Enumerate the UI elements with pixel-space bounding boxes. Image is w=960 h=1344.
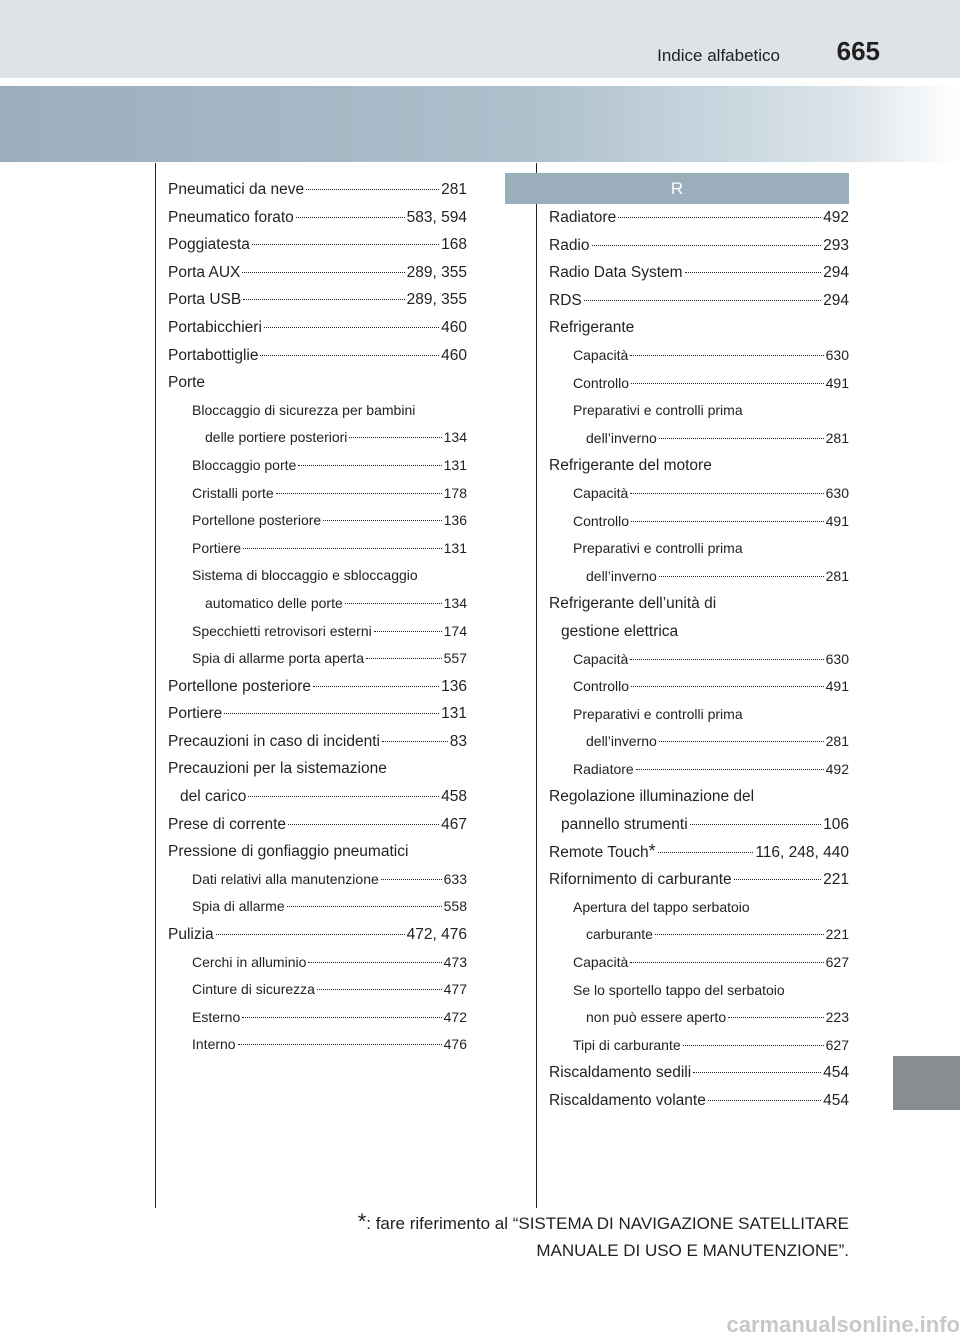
footnote-star: * xyxy=(357,1209,367,1234)
index-entry xyxy=(168,397,467,425)
entry-text: Bloccaggio porte xyxy=(192,456,297,473)
entry-text: Interno xyxy=(192,1036,236,1053)
entry-page: 460 xyxy=(441,318,467,336)
dot-leader xyxy=(618,217,821,218)
dot-leader xyxy=(636,769,824,770)
dot-leader xyxy=(659,576,824,577)
entry-text: gestione elettrica xyxy=(561,622,679,640)
index-entry xyxy=(168,507,467,535)
index-entry xyxy=(549,590,849,618)
index-entry xyxy=(549,204,849,232)
entry-text: dell’inverno xyxy=(586,429,657,446)
dot-leader xyxy=(323,520,441,521)
index-entry xyxy=(549,259,849,287)
entry-text: Portabicchieri xyxy=(168,318,262,336)
entry-text: Refrigerante dell’unità di xyxy=(549,595,717,613)
entry-page: 627 xyxy=(825,1036,849,1053)
entry-text: Regolazione illuminazione del xyxy=(549,788,755,806)
index-entry xyxy=(549,232,849,260)
entry-text: Riscaldamento sedili xyxy=(549,1064,692,1082)
dot-leader xyxy=(659,741,824,742)
left-column-rule xyxy=(155,163,156,1208)
footnote-line-2: MANUALE DI USO E MANUTENZIONE”. xyxy=(536,1241,849,1260)
index-entry xyxy=(549,287,849,315)
entry-page: 131 xyxy=(441,705,467,723)
index-entry xyxy=(168,590,467,618)
index-entry xyxy=(168,618,467,646)
entry-text: Cinture di sicurezza xyxy=(192,981,315,998)
entry-text: Riscaldamento volante xyxy=(549,1092,706,1109)
index-entry xyxy=(168,921,467,949)
entry-text: Pneumatico forato xyxy=(168,208,294,226)
dot-leader xyxy=(631,521,824,522)
dot-leader xyxy=(685,272,822,273)
entry-page: 473 xyxy=(443,953,467,970)
dot-leader xyxy=(658,852,754,853)
index-entry xyxy=(549,673,849,701)
index-entry xyxy=(549,508,849,536)
entry-page: 168 xyxy=(441,236,467,254)
entry-text: carburante xyxy=(586,926,653,943)
dot-leader xyxy=(242,272,404,273)
entry-text: Pulizia xyxy=(168,926,214,944)
entry-text: Porta AUX xyxy=(168,263,241,281)
entry-page: 281 xyxy=(441,181,467,198)
dot-leader xyxy=(248,796,439,797)
page-header-bar xyxy=(0,0,960,78)
entry-page: 106 xyxy=(823,816,849,834)
index-entry xyxy=(549,452,849,480)
entry-text: Cristalli porte xyxy=(192,484,274,501)
dot-leader xyxy=(224,713,439,714)
right-index-column xyxy=(549,204,849,1115)
index-entry xyxy=(549,646,849,674)
dot-leader xyxy=(298,465,441,466)
entry-page: 221 xyxy=(823,871,849,889)
index-entry xyxy=(549,894,849,922)
entry-text: Controllo xyxy=(573,678,630,695)
index-entry xyxy=(168,452,467,480)
entry-text: Preparativi e controlli prima xyxy=(573,402,743,419)
index-entry xyxy=(549,370,849,398)
dot-leader xyxy=(238,1044,442,1045)
index-entry xyxy=(549,1032,849,1060)
entry-page: 583, 594 xyxy=(406,208,467,226)
entry-page: 472 xyxy=(443,1008,467,1025)
index-entry xyxy=(549,397,849,425)
entry-text: Spia di allarme porta aperta xyxy=(192,650,364,667)
dot-leader xyxy=(655,934,824,935)
entry-text: Pressione di gonfiaggio pneumatici xyxy=(168,843,409,861)
dot-leader xyxy=(276,493,442,494)
index-entry xyxy=(549,535,849,563)
chapter-tab xyxy=(893,1056,960,1110)
dot-leader xyxy=(631,686,824,687)
entry-page: 293 xyxy=(823,236,849,254)
entry-page: 492 xyxy=(825,760,849,777)
dot-leader xyxy=(374,631,442,632)
index-entry xyxy=(168,645,467,673)
index-entry xyxy=(549,342,849,370)
index-entry xyxy=(168,811,467,839)
index-entry xyxy=(168,1031,467,1059)
entry-text: Porte xyxy=(168,374,206,392)
entry-page: 467 xyxy=(441,815,467,833)
entry-text: Refrigerante del motore xyxy=(549,457,712,475)
entry-page: 460 xyxy=(441,346,467,364)
index-entry xyxy=(168,949,467,977)
entry-text: Cerchi in alluminio xyxy=(192,953,307,970)
dot-leader xyxy=(683,1045,824,1046)
entry-text: Se lo sportello tappo del serbatoio xyxy=(573,981,785,998)
entry-text: Spia di allarme xyxy=(192,898,285,915)
entry-text: Capacità xyxy=(573,954,629,971)
index-entry xyxy=(549,480,849,508)
entry-page: 557 xyxy=(443,650,467,667)
entry-page: 454 xyxy=(823,1064,849,1082)
entry-text: Controllo xyxy=(573,512,630,529)
entry-page: 630 xyxy=(825,484,849,501)
dot-leader xyxy=(242,1017,441,1018)
dot-leader xyxy=(584,300,821,301)
entry-text: RDS xyxy=(549,291,582,309)
entry-page: 83 xyxy=(449,732,467,750)
entry-page: 174 xyxy=(443,622,467,639)
dot-leader xyxy=(243,548,442,549)
dot-leader xyxy=(345,603,442,604)
index-entry xyxy=(168,838,467,866)
entry-page: 134 xyxy=(443,594,467,611)
index-entry xyxy=(549,783,849,811)
index-entry xyxy=(549,563,849,591)
index-entry xyxy=(168,480,467,508)
dot-leader xyxy=(630,659,823,660)
entry-page: 136 xyxy=(441,677,467,695)
entry-text: Specchietti retrovisori esterni xyxy=(192,622,372,639)
entry-page: 491 xyxy=(825,512,849,529)
entry-text: non può essere aperto xyxy=(586,1009,727,1026)
entry-page: 630 xyxy=(825,346,849,363)
dot-leader xyxy=(659,438,824,439)
entry-text: Prese di corrente xyxy=(168,815,287,833)
entry-star: * xyxy=(648,840,656,861)
dot-leader xyxy=(366,658,442,659)
entry-page: 178 xyxy=(443,484,467,501)
index-entry xyxy=(549,1059,849,1087)
entry-page: 281 xyxy=(825,567,849,584)
dot-leader xyxy=(296,217,405,218)
dot-leader xyxy=(381,879,442,880)
index-entry xyxy=(549,1087,849,1115)
entry-page: 289, 355 xyxy=(406,291,467,309)
footnote-line-1: : fare riferimento al “SISTEMA DI NAVIGAZIONE SATELLITARE xyxy=(366,1214,849,1233)
index-entry xyxy=(168,976,467,1004)
entry-text: delle portiere posteriori xyxy=(205,429,348,446)
entry-text: pannello strumenti xyxy=(561,816,688,834)
entry-text: Sistema di bloccaggio e sbloccaggio xyxy=(192,567,418,584)
footnote xyxy=(358,1208,849,1264)
header-banner xyxy=(0,86,960,162)
dot-leader xyxy=(243,299,404,300)
dot-leader xyxy=(264,327,439,328)
dot-leader xyxy=(252,244,439,245)
entry-text: Radio Data System xyxy=(549,264,683,282)
index-entry xyxy=(168,259,467,287)
index-entry xyxy=(168,728,467,756)
index-entry xyxy=(168,535,467,563)
entry-text: Capacità xyxy=(573,650,629,667)
index-entry xyxy=(168,342,467,370)
index-entry xyxy=(168,866,467,894)
index-entry xyxy=(168,231,467,259)
index-entry xyxy=(549,756,849,784)
index-entry xyxy=(168,755,467,783)
entry-text: dell’inverno xyxy=(586,567,657,584)
entry-page: 294 xyxy=(823,264,849,282)
entry-page: 131 xyxy=(443,456,467,473)
entry-page: 294 xyxy=(823,291,849,309)
entry-text: Refrigerante xyxy=(549,319,635,337)
dot-leader xyxy=(216,934,405,935)
entry-page: 558 xyxy=(443,898,467,915)
entry-text: Portellone posteriore xyxy=(168,677,312,695)
index-entry xyxy=(168,700,467,728)
entry-page: 630 xyxy=(825,650,849,667)
entry-page: 223 xyxy=(825,1009,849,1026)
entry-page: 458 xyxy=(441,788,467,806)
dot-leader xyxy=(690,824,821,825)
entry-text: dell’inverno xyxy=(586,733,657,750)
dot-leader xyxy=(630,962,823,963)
entry-text: Radiatore xyxy=(573,760,634,777)
entry-text: Preparativi e controlli prima xyxy=(573,540,743,557)
index-entry xyxy=(549,618,849,646)
entry-page: 492 xyxy=(823,209,849,226)
entry-text: Portiere xyxy=(192,539,242,556)
entry-text: Rifornimento di carburante xyxy=(549,871,732,889)
dot-leader xyxy=(693,1072,821,1073)
dot-leader xyxy=(382,741,448,742)
entry-text: Precauzioni per la sistemazione xyxy=(168,760,387,778)
entry-text: Poggiatesta xyxy=(168,236,250,254)
letter-heading: R xyxy=(505,173,849,204)
index-entry xyxy=(168,562,467,590)
entry-page: 281 xyxy=(825,429,849,446)
entry-text: Bloccaggio di sicurezza per bambini xyxy=(192,401,416,418)
left-index-column xyxy=(168,176,467,1059)
entry-text: Porta USB xyxy=(168,291,242,309)
entry-page: 477 xyxy=(443,981,467,998)
entry-text: Tipi di carburante xyxy=(573,1036,681,1053)
index-entry xyxy=(549,949,849,977)
index-entry xyxy=(168,783,467,811)
entry-page: 476 xyxy=(443,1036,467,1053)
index-entry xyxy=(168,673,467,701)
index-entry xyxy=(168,893,467,921)
dot-leader xyxy=(317,989,442,990)
index-entry xyxy=(549,1004,849,1032)
dot-leader xyxy=(308,962,441,963)
index-entry xyxy=(549,701,849,729)
entry-text: Controllo xyxy=(573,374,630,391)
index-entry xyxy=(549,728,849,756)
entry-text: Radiatore xyxy=(549,209,617,226)
index-entry xyxy=(168,314,467,342)
entry-page: 627 xyxy=(825,954,849,971)
entry-page: 221 xyxy=(825,926,849,943)
index-entry xyxy=(549,921,849,949)
entry-page: 136 xyxy=(443,512,467,529)
index-entry xyxy=(168,204,467,232)
dot-leader xyxy=(313,686,439,687)
entry-page: 454 xyxy=(823,1092,849,1109)
entry-text: Capacità xyxy=(573,346,629,363)
page-number: 665 xyxy=(836,36,880,66)
entry-text: Radio xyxy=(549,236,590,254)
index-entry xyxy=(549,839,849,867)
dot-leader xyxy=(287,906,442,907)
index-entry xyxy=(168,176,467,204)
dot-leader xyxy=(734,879,821,880)
entry-page: 633 xyxy=(443,870,467,887)
entry-text: Dati relativi alla manutenzione xyxy=(192,870,379,887)
watermark: carmanualsonline.info xyxy=(726,1312,960,1337)
entry-text: Portabottiglie xyxy=(168,346,259,364)
dot-leader xyxy=(630,355,823,356)
dot-leader xyxy=(349,437,441,438)
right-column-rule xyxy=(536,163,537,1208)
index-entry xyxy=(168,286,467,314)
entry-text: Pneumatici da neve xyxy=(168,181,305,198)
entry-page: 134 xyxy=(443,429,467,446)
entry-text: Portiere xyxy=(168,705,223,723)
index-entry xyxy=(549,314,849,342)
index-entry xyxy=(549,977,849,1005)
dot-leader xyxy=(306,189,439,190)
dot-leader xyxy=(631,383,824,384)
entry-text: Capacità xyxy=(573,484,629,501)
entry-page: 491 xyxy=(825,678,849,695)
index-entry xyxy=(168,424,467,452)
entry-text: Esterno xyxy=(192,1008,241,1025)
index-entry xyxy=(549,811,849,839)
section-title: Indice alfabetico xyxy=(657,46,780,65)
entry-text: Precauzioni in caso di incidenti xyxy=(168,732,380,750)
index-entry xyxy=(549,425,849,453)
entry-text: Remote Touch xyxy=(549,843,649,861)
entry-page: 472, 476 xyxy=(406,926,467,944)
entry-text: Portellone posteriore xyxy=(192,512,322,529)
dot-leader xyxy=(708,1100,821,1101)
entry-page: 281 xyxy=(825,733,849,750)
index-entry xyxy=(168,369,467,397)
entry-text: del carico xyxy=(180,788,247,806)
entry-text: automatico delle porte xyxy=(205,594,343,611)
entry-page: 116, 248, 440 xyxy=(755,843,849,861)
index-entry xyxy=(168,1004,467,1032)
entry-text: Preparativi e controlli prima xyxy=(573,705,743,722)
dot-leader xyxy=(260,355,439,356)
index-entry xyxy=(549,866,849,894)
dot-leader xyxy=(630,493,823,494)
dot-leader xyxy=(592,245,822,246)
entry-page: 491 xyxy=(825,374,849,391)
entry-page: 131 xyxy=(443,539,467,556)
entry-text: Apertura del tappo serbatoio xyxy=(573,898,750,915)
dot-leader xyxy=(288,824,439,825)
entry-page: 289, 355 xyxy=(406,263,467,281)
dot-leader xyxy=(728,1017,824,1018)
